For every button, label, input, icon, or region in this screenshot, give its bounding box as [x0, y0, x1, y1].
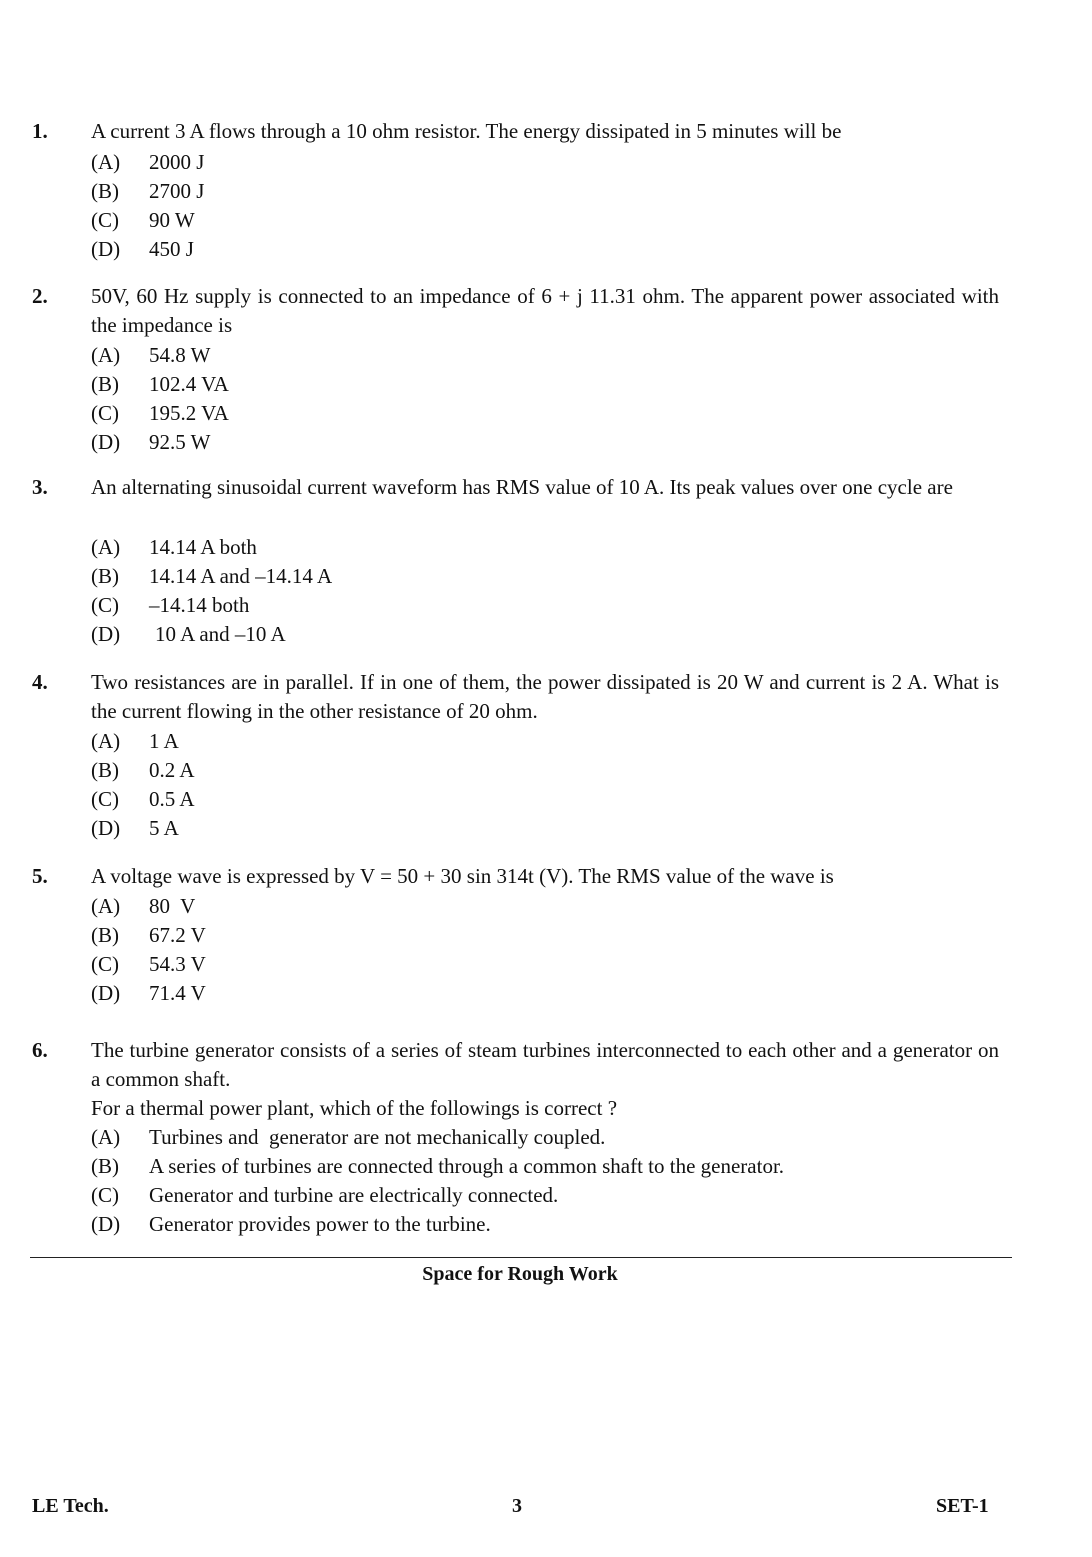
option-a — [91, 341, 210, 370]
option-letter: (B) — [91, 372, 119, 396]
question-number: 4. — [32, 670, 48, 694]
option-letter: (A) — [91, 535, 121, 559]
question-text: A current 3 A flows through a 10 ohm resistor. The energy dissipated in 5 minutes will be — [91, 119, 842, 143]
option-letter: (C) — [91, 401, 119, 425]
option-letter: (D) — [91, 816, 121, 840]
option-d — [91, 979, 206, 1008]
option-a — [91, 727, 179, 756]
footer-left: LE Tech. — [32, 1495, 109, 1517]
footer-right: SET-1 — [936, 1495, 989, 1517]
option-text: 92.5 W — [149, 430, 211, 454]
option-letter: (C) — [91, 208, 119, 232]
option-text: 71.4 V — [149, 981, 206, 1005]
option-text: 10 A and –10 A — [155, 622, 286, 646]
divider — [30, 1257, 1012, 1258]
option-text: 5 A — [149, 816, 179, 840]
option-text: 0.2 A — [149, 758, 195, 782]
question-number: 1. — [32, 119, 48, 143]
option-text: 14.14 A both — [149, 535, 257, 559]
option-letter: (A) — [91, 1125, 121, 1149]
option-letter: (B) — [91, 564, 119, 588]
option-d — [91, 1210, 491, 1239]
option-letter: (A) — [91, 150, 121, 174]
option-text: A series of turbines are connected through a common shaft to the generator. — [149, 1154, 785, 1178]
option-text: 80 V — [149, 894, 196, 918]
option-text: 54.8 W — [149, 343, 211, 367]
option-letter: (D) — [91, 981, 121, 1005]
option-letter: (C) — [91, 593, 119, 617]
option-letter: (C) — [91, 952, 119, 976]
option-d — [91, 235, 194, 264]
option-d — [91, 428, 210, 457]
option-b — [91, 1152, 784, 1181]
option-c — [91, 1181, 558, 1210]
option-a — [91, 148, 204, 177]
option-c — [91, 785, 195, 814]
option-letter: (B) — [91, 758, 119, 782]
question-number: 3. — [32, 475, 48, 499]
option-letter: (B) — [91, 1154, 119, 1178]
option-letter: (D) — [91, 237, 121, 261]
question-text: Two resistances are in parallel. If in one of them, the power dissipated is 20 W and current is 2 A. What is the current flowing in the other resistance of 20 ohm. — [91, 670, 999, 723]
option-d — [91, 814, 179, 843]
option-c — [91, 206, 195, 235]
option-a — [91, 892, 195, 921]
option-letter: (B) — [91, 179, 119, 203]
question-number: 2. — [32, 284, 48, 308]
option-text: 90 W — [149, 208, 195, 232]
option-text: 0.5 A — [149, 787, 195, 811]
option-text: 450 J — [149, 237, 194, 261]
option-b — [91, 562, 332, 591]
option-text: 67.2 V — [149, 923, 206, 947]
option-letter: (A) — [91, 729, 121, 753]
option-text: 1 A — [149, 729, 179, 753]
option-text: Generator provides power to the turbine. — [149, 1212, 491, 1236]
option-c — [91, 399, 229, 428]
option-letter: (A) — [91, 343, 121, 367]
rough-work-heading: Space for Rough Work — [422, 1263, 618, 1285]
option-b — [91, 177, 204, 206]
option-d — [91, 620, 286, 649]
option-b — [91, 756, 195, 785]
option-text: Turbines and generator are not mechanically coupled. — [149, 1125, 606, 1149]
option-letter: (C) — [91, 787, 119, 811]
page-number: 3 — [512, 1495, 522, 1517]
option-text: 102.4 VA — [149, 372, 229, 396]
question-text: The turbine generator consists of a series of steam turbines interconnected to each other and a generator on a common shaft. — [91, 1038, 999, 1091]
question-text-secondary: For a thermal power plant, which of the followings is correct ? — [91, 1096, 618, 1120]
question-number: 6. — [32, 1038, 48, 1062]
option-text: 2000 J — [149, 150, 205, 174]
option-text: 14.14 A and –14.14 A — [149, 564, 333, 588]
option-letter: (B) — [91, 923, 119, 947]
option-letter: (D) — [91, 622, 121, 646]
question-text: An alternating sinusoidal current waveform has RMS value of 10 A. Its peak values over one cycle are — [91, 475, 953, 499]
option-letter: (D) — [91, 430, 121, 454]
option-text: 2700 J — [149, 179, 205, 203]
option-b — [91, 921, 206, 950]
option-letter: (D) — [91, 1212, 121, 1236]
option-text: Generator and turbine are electrically connected. — [149, 1183, 559, 1207]
option-text: 195.2 VA — [149, 401, 229, 425]
question-number: 5. — [32, 864, 48, 888]
question-text: 50V, 60 Hz supply is connected to an impedance of 6 + j 11.31 ohm. The apparent power associated with the impedance is — [91, 284, 999, 337]
option-letter: (A) — [91, 894, 121, 918]
option-text: 54.3 V — [149, 952, 206, 976]
option-c — [91, 591, 249, 620]
option-text: –14.14 both — [149, 593, 250, 617]
option-c — [91, 950, 206, 979]
option-a — [91, 533, 257, 562]
option-letter: (C) — [91, 1183, 119, 1207]
option-b — [91, 370, 229, 399]
option-a — [91, 1123, 605, 1152]
question-text: A voltage wave is expressed by V = 50 + 30 sin 314t (V). The RMS value of the wave is — [91, 864, 834, 888]
